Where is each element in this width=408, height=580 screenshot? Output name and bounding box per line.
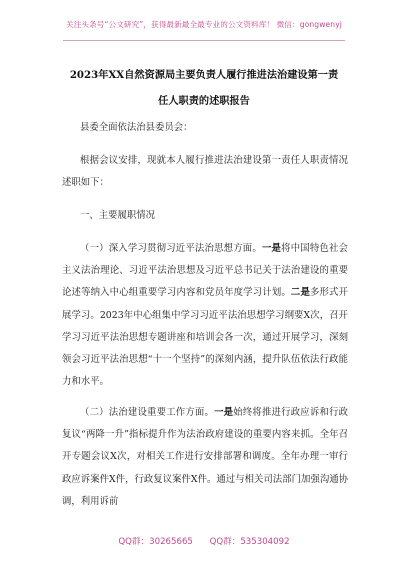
header-divider bbox=[63, 40, 345, 41]
title-line-1: 2023年XX自然资源局主要负责人履行推进法治建设第一责 bbox=[69, 69, 339, 81]
document-title bbox=[42, 62, 366, 114]
para1-lead: （一）深入学习贯彻习近平法治思想方面。 bbox=[80, 243, 262, 254]
para1-point1-text: 将中国特色社会主义法治理论、习近平法治思想及习近平总书记关于法治建设的重要论述等纳入中心组重要学习内容和党员年度学习计划。 bbox=[62, 243, 348, 299]
para2-lead: （二）法治建设重要工作方面。 bbox=[80, 407, 215, 418]
para1-point2-marker: 二是 bbox=[290, 287, 310, 299]
para1-point1-marker: 一是 bbox=[261, 243, 282, 254]
paragraph-key-work bbox=[62, 402, 348, 513]
title-line-2: 任人职责的述职报告 bbox=[158, 95, 250, 107]
footer-qq-groups bbox=[0, 535, 408, 547]
footer-qq-2: QQ群：535304092 bbox=[209, 537, 290, 547]
para2-point1-marker: 一是 bbox=[214, 407, 234, 418]
intro-paragraph: 根据会议安排，现就本人履行推进法治建设第一责任人职责情况述职如下： bbox=[62, 155, 348, 189]
section-heading: 一、主要履职情况 bbox=[80, 210, 156, 221]
para1-point2-text: 多形式开展学习。2023年中心组集中学习习近平法治思想学习纲要X次，召开学习习近平法治思想专题讲座和培训会各一次，通过开展学习，深刻领会习近平法治思想“十一个坚持”的深刻内涵，提升队伍依法行政能力和水平。 bbox=[62, 287, 348, 388]
paragraph-study bbox=[62, 238, 348, 393]
para2-point1-text: 始终将推进行政应诉和行政复议“两降一升”指标提升作为法治政府建设的重要内容来抓。全年召开专题会议X次，对相关工作进行安排部署和调度。全年办理一审行政应诉案件X件，行政复议案件X件。通过与相关司法部门加强沟通协调，利用诉前 bbox=[62, 407, 348, 507]
salutation: 县委全面依法治县委员会： bbox=[80, 122, 193, 133]
footer-qq-1: QQ群：30265665 bbox=[118, 537, 193, 547]
promo-banner: 关注头条号“公文研究”，获得最新最全最专业的公文资料库！ 微信：gongwenyj bbox=[66, 20, 342, 29]
